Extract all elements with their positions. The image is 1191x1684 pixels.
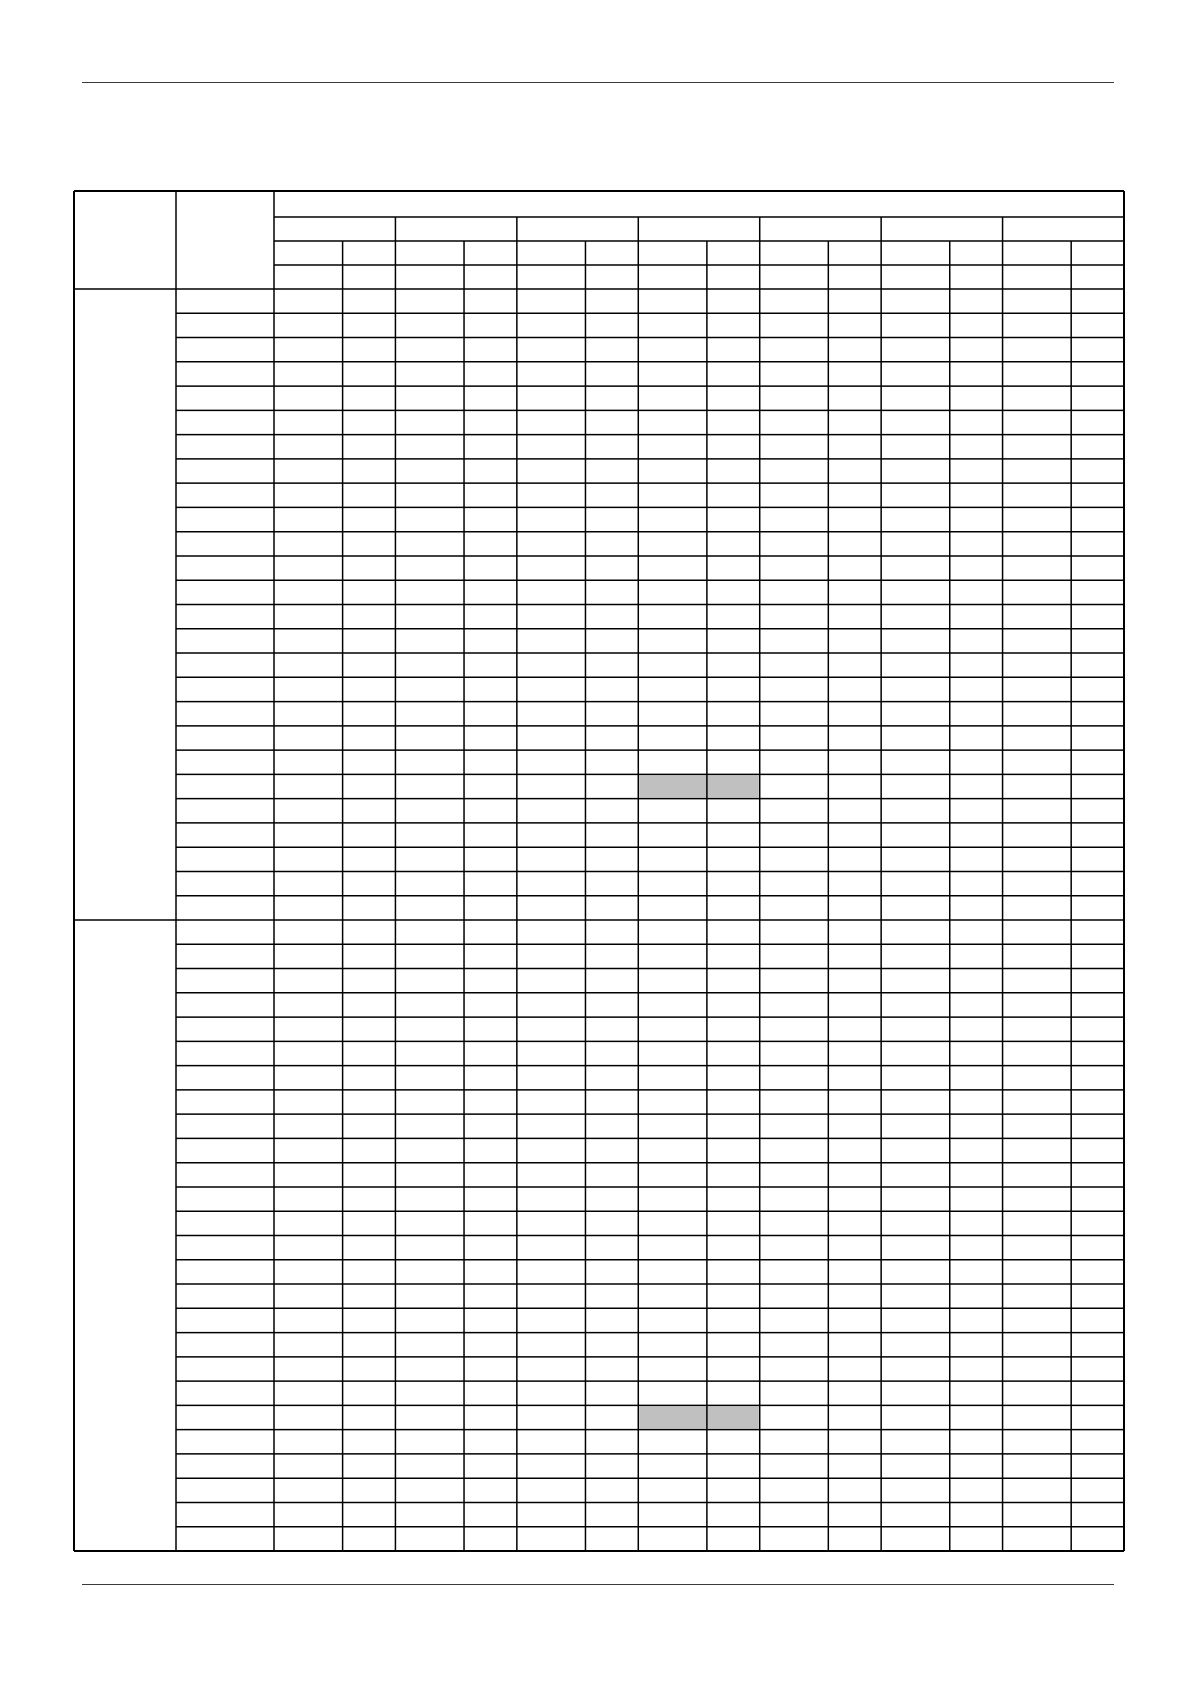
page-footer-rule (82, 1584, 1114, 1585)
highlighted-cell-section-1 (639, 775, 758, 797)
highlighted-cell-section-2 (639, 1406, 758, 1428)
